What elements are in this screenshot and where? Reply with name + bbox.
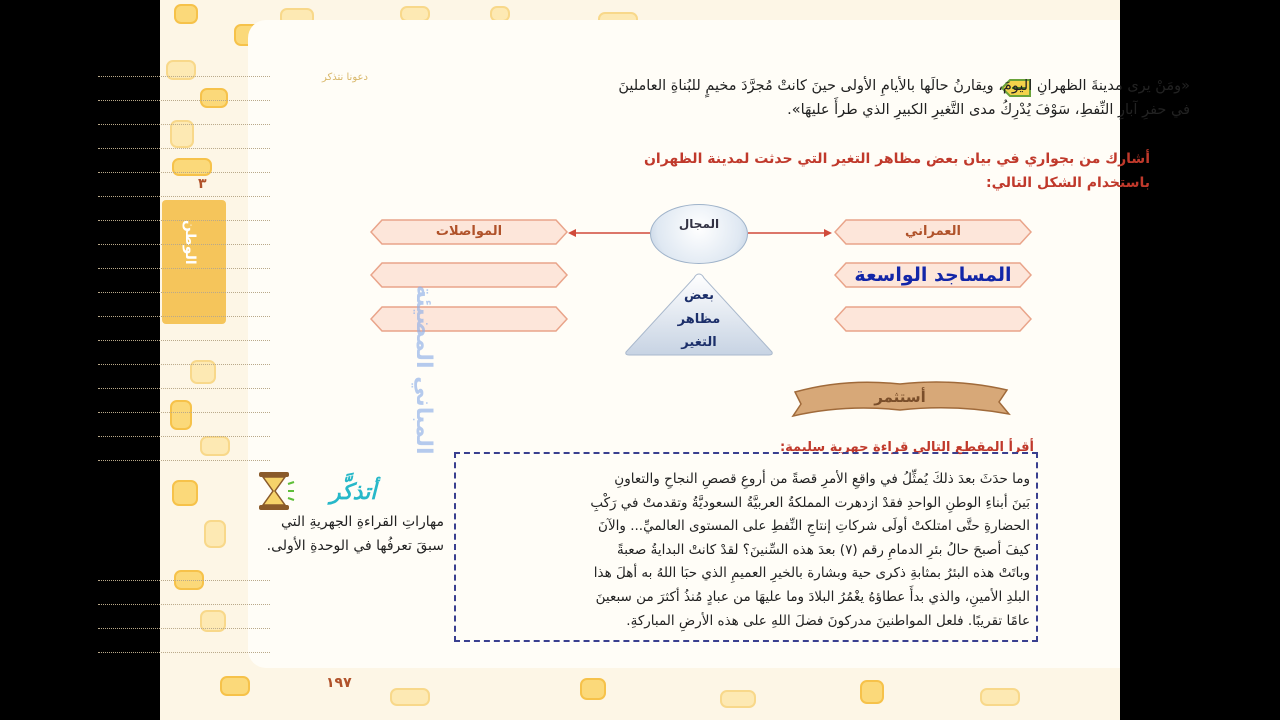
passage-line: وباتَتْ هذه البئرُ بمثابةِ ذكرى حية وبشارة بالخيرِ العميمِ الذي حبَا اللهُ به أهلَ هذا [593, 565, 1030, 582]
page-number: ١٩٧ [326, 675, 352, 691]
center-ellipse [650, 204, 748, 264]
hex-left-row-3[interactable] [370, 306, 568, 332]
hex-left-header-label: المواصلات [435, 224, 503, 239]
passage-line: وما حدَثَ بعدَ ذلكَ يُمثِّلُ في واقعِ الأمرِ قصةً من أروعِ قصصِ النجاحِ والتعاونِ [614, 471, 1030, 487]
reading-passage-box [454, 452, 1038, 642]
hex-left-header [370, 219, 568, 245]
handwritten-answer: المساجد الواسعة [854, 264, 1012, 286]
hex-left-row-2[interactable] [370, 262, 568, 288]
triangle-line-1: بعض [684, 288, 714, 303]
passage-line: الحضارةِ حتَّى امتلكتْ أولَى شركاتِ إنتاجِ النِّفطِ على المستوى العالميِّ... والآنَ [598, 518, 1030, 535]
side-tab-label: الوطن [182, 220, 198, 265]
triangle-box [624, 272, 774, 356]
passage-line: عامًا تقريبًا. فلعل المواطنينَ مدركونَ فضلَ اللهِ على هذه الأرضِ المباركةِ. [626, 612, 1030, 629]
hex-right-row-3[interactable] [834, 306, 1032, 332]
scroll-banner [785, 374, 1015, 426]
passage-line: البلدِ الأمينِ، والذي بدأَ عطاؤهُ يغْمُرُ البلادَ وما عليهَا من عبادٍ مُنذُ أكثرَ من سبعينَ [595, 588, 1030, 605]
passage-line: بَينَ أبناءِ الوطنِ الواحدِ فقدْ ازدهرت المملكةُ العربيَّةُ السعوديَّةُ وتقدمتْ في رَكْبِ [590, 494, 1030, 511]
hex-right-header [834, 219, 1032, 245]
hourglass-icon [255, 470, 295, 512]
passage-line: كيفَ أصبحَ حالُ بئرِ الدمامِ رقم (٧) بعدَ هذه السِّنينَ؟ لقدْ كانتْ البدايةُ صعبةً [617, 541, 1030, 558]
reading-passage [458, 468, 1030, 633]
hex-right-header-label: العمراني [905, 224, 961, 239]
scroll-banner-label: أستثمر [874, 388, 926, 406]
header-small-text: دعونا نتذكر [322, 72, 368, 83]
reminder-text: مهاراتِ القراءةِ الجهريةِ التي سبقَ تعرفُها في الوحدةِ الأولى. [266, 514, 444, 554]
triangle-line-3: التغير [681, 335, 717, 350]
watermark-text: المباني المضيئة [411, 285, 436, 455]
intro-passage: «ومَنْ يرى مدينةَ الظهرانِ اليومَ، ويقارنُ حالَها بالأيامِ الأولى حينَ كانتْ مُجرَّدَ مخيمٍ للبُناةِ العاملينَ في حفرِ آبارِ النِّفطِ، سَوْفَ يُدْرِكُ مدى التَّغيرِ الكبيرِ الذي طرأَ عليهَا». [618, 78, 1190, 118]
reminder-title: أتذكَّر [330, 480, 377, 505]
reading-instruction: أقرأ المقطع التالي قراءة جهرية سليمة: [779, 440, 1034, 455]
side-page-number: ٣ [198, 176, 207, 192]
center-label: المجال [678, 217, 720, 231]
triangle-line-2: مظاهر [677, 312, 721, 327]
task-instruction: أشارك من بجواري في بيان بعض مظاهر التغير التي حدثت لمدينة الظهران باستخدام الشكل التالي: [643, 151, 1150, 191]
